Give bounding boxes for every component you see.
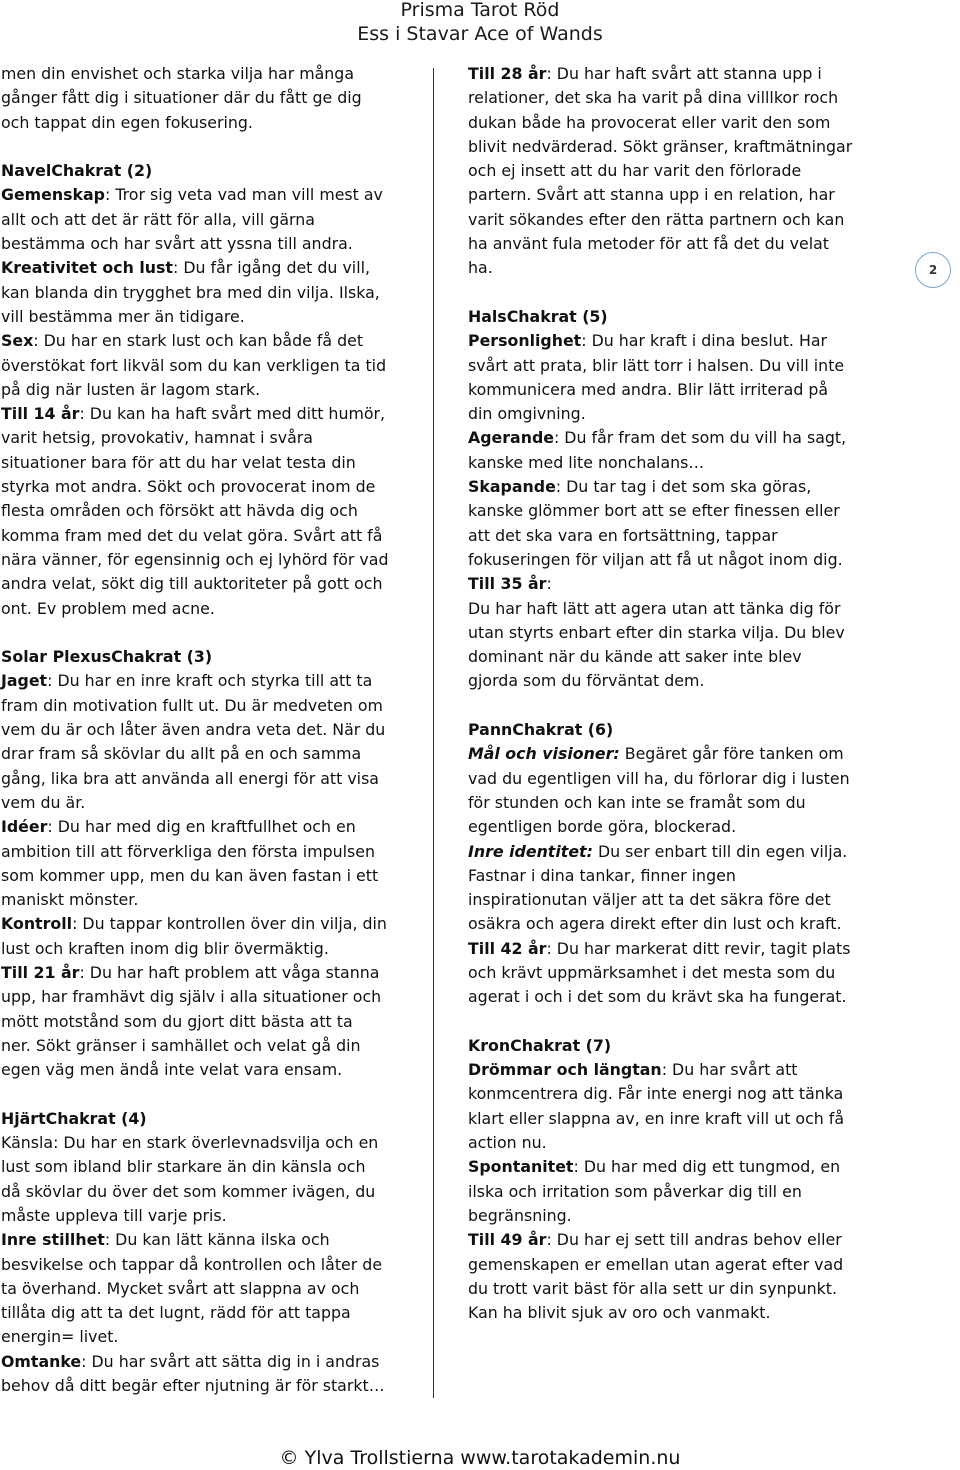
text-line: för stunden och kan inte se framåt som du <box>468 792 806 812</box>
text-line: måste uppleva till varje pris. <box>1 1205 227 1225</box>
right-column <box>468 62 888 1325</box>
text-line: du trott varit bäst för alla sett ur din synpunkt. <box>468 1278 837 1298</box>
section-heading-kron: KronChakrat (7) <box>468 1035 612 1055</box>
term-label: Till 42 år <box>468 938 547 958</box>
term-label: Agerande <box>468 428 554 448</box>
term-label: Kontroll <box>1 914 73 934</box>
text-line: kan blanda din trygghet bra med din vilja. Ilska, <box>1 282 380 302</box>
text-line: konmcentrera dig. Får inte energi nog att tänka <box>468 1084 844 1104</box>
text-line: ambition till att förverkliga den första impulsen <box>1 841 375 861</box>
text-line: din omgivning. <box>468 404 586 424</box>
text-line: : <box>546 574 552 594</box>
text-line: vem du är och låter även andra veta det. När du <box>1 720 386 740</box>
text-line: : Du har svårt att <box>661 1060 798 1080</box>
intro-line: gånger fått dig i situationer där du fått ge dig <box>1 88 362 108</box>
text-line: : Du får fram det som du vill ha sagt, <box>553 428 847 448</box>
term-label: Drömmar och längtan <box>468 1060 662 1080</box>
text-line: överstökat fort likväl som du kan verkligen ta tid <box>1 355 387 375</box>
page-number-badge: 2 <box>915 252 951 288</box>
text-line: : Du tar tag i det som ska göras, <box>555 477 812 497</box>
text-line: : Tror sig veta vad man vill mest av <box>104 185 383 205</box>
text-line: då skövlar du över det som kommer ivägen, du <box>1 1181 376 1201</box>
text-line: kanske glömmer bort att se efter finessen eller <box>468 501 840 521</box>
text-line: ta överhand. Mycket svårt att slappna av och <box>1 1278 360 1298</box>
text-line: gemenskapen er emellan utan agerat efter vad <box>468 1254 844 1274</box>
text-line: : Du har markerat ditt revir, tagit plats <box>546 938 851 958</box>
left-column <box>1 62 419 1398</box>
section-heading-pann: PannChakrat (6) <box>468 720 614 740</box>
text-line: dukan både ha provocerat eller varit den som <box>468 112 831 132</box>
text-line: dominant när du kände att saker inte blev <box>468 647 802 667</box>
text-line: maniskt mönster. <box>1 890 139 910</box>
text-line: inspirationutan väljer att ta det säkra före det <box>468 890 831 910</box>
text-line: klart eller slappna av, en inre kraft vill ut och få <box>468 1108 845 1128</box>
text-line: ha. <box>468 258 493 278</box>
text-line: tillåta dig att ta det lugnt, rädd för att tappa <box>1 1303 351 1323</box>
column-divider <box>433 68 434 1398</box>
term-label: Kreativitet och lust <box>1 258 173 278</box>
text-line: besvikelse och tappar då kontrollen och låter de <box>1 1254 383 1274</box>
text-line: behov då ditt begär efter njutning är för starkt… <box>1 1376 385 1396</box>
text-line: : Du har en stark lust och kan både få det <box>33 331 364 351</box>
text-line: : Du har svårt att sätta dig in i andras <box>81 1351 380 1371</box>
term-label: Till 14 år <box>1 404 80 424</box>
text-line: och krävt uppmärksamhet i det mesta som du <box>468 962 836 982</box>
text-line: action nu. <box>468 1133 547 1153</box>
text-line: situationer bara för att du har velat testa din <box>1 452 356 472</box>
term-label: Spontanitet <box>468 1157 574 1177</box>
text-line: relationer, det ska ha varit på dina villlkor roch <box>468 88 839 108</box>
term-label: Inre identitet: <box>468 841 593 861</box>
document-subtitle: Ess i Stavar Ace of Wands <box>357 23 603 45</box>
text-line: andra velat, sökt dig till auktoriteter på gott och <box>1 574 383 594</box>
text-line: Känsla: Du har en stark överlevnadsvilja och en <box>1 1133 379 1153</box>
text-line: gjorda som du förväntat dem. <box>468 671 705 691</box>
term-label: Till 49 år <box>468 1230 547 1250</box>
term-label: Till 21 år <box>1 962 80 982</box>
text-line: blivit nedvärderad. Sökt gränser, kraftmätningar <box>468 136 853 156</box>
text-line: fokuseringen för viljan att få ut något inom dig. <box>468 549 843 569</box>
text-line: Du ser enbart till din egen vilja. <box>592 841 848 861</box>
text-line: kanske med lite nonchalans… <box>468 452 705 472</box>
text-line: Begäret går före tanken om <box>619 744 844 764</box>
text-line: komma fram med det du velat göra. Svårt att få <box>1 525 383 545</box>
intro-line: och tappat din egen fokusering. <box>1 112 253 132</box>
text-line: energin= livet. <box>1 1327 119 1347</box>
text-line: utan styrts enbart efter din starka vilja. Du blev <box>468 622 845 642</box>
text-line: egentligen borde göra, blockerad. <box>468 817 737 837</box>
section-heading-solar: Solar PlexusChakrat (3) <box>1 647 213 667</box>
text-line: : Du har med dig en kraftfullhet och en <box>47 817 356 837</box>
term-label: Till 35 år <box>468 574 547 594</box>
text-line: fram din motivation fullt ut. Du är medveten om <box>1 695 383 715</box>
text-line: osäkra och agera direkt efter din lust och kraft. <box>468 914 842 934</box>
term-label: Mål och visioner: <box>468 744 620 764</box>
text-line: svårt att prata, blir lätt torr i halsen. Du vill inte <box>468 355 845 375</box>
text-line: partern. Svårt att stanna upp i en relation, har <box>468 185 835 205</box>
text-line: kommunicera med andra. Blir lätt irriterad på <box>468 379 829 399</box>
text-line: : Du kan lätt känna ilska och <box>104 1230 330 1250</box>
text-line: och ej insett att du har varit den förlorade <box>468 161 802 181</box>
text-line: bestämma och har svårt att yssna till andra. <box>1 234 353 254</box>
text-line: : Du har haft problem att våga stanna <box>79 962 380 982</box>
text-line: lust och kraften inom dig blir övermäktig. <box>1 938 329 958</box>
section-heading-heart: HjärtChakrat (4) <box>1 1108 147 1128</box>
text-line: ha använt fula metoder för att få det du velat <box>468 234 829 254</box>
text-line: egen väg men ändå inte velat vara ensam. <box>1 1060 343 1080</box>
document-title: Prisma Tarot Röd <box>400 0 560 21</box>
section-heading-navel: NavelChakrat (2) <box>1 161 153 181</box>
text-line: agerat i och i det som du krävt ska ha fungerat. <box>468 987 847 1007</box>
text-line: begränsning. <box>468 1205 572 1225</box>
text-line: styrka mot andra. Sökt och provocerat inom de <box>1 477 376 497</box>
text-line: vad du egentligen vill ha, du förlorar dig i lusten <box>468 768 850 788</box>
text-line: mött motstånd som du gjort ditt bästa att ta <box>1 1011 353 1031</box>
term-label: Idéer <box>1 817 48 837</box>
term-label: Sex <box>1 331 34 351</box>
text-line: på dig när lusten är lagom stark. <box>1 379 261 399</box>
text-line: drar fram så skövlar du allt på en och samma <box>1 744 362 764</box>
term-label: Skapande <box>468 477 556 497</box>
text-line: : Du har haft svårt att stanna upp i <box>546 64 822 83</box>
text-line: vill bestämma mer än tidigare. <box>1 306 245 326</box>
text-line: varit sökandes efter den rätta partnern och kan <box>468 209 845 229</box>
text-line: som kommer upp, men du kan även fastan i ett <box>1 865 379 885</box>
text-line: : Du kan ha haft svårt med ditt humör, <box>79 404 386 424</box>
intro-line: men din envishet och starka vilja har många <box>1 64 355 83</box>
text-line: : Du får igång det du vill, <box>172 258 370 278</box>
text-line: flesta områden och försökt att hävda dig och <box>1 501 358 521</box>
term-label: Personlighet <box>468 331 582 351</box>
footer-copyright: © Ylva Trollstierna www.tarotakademin.nu <box>279 1447 681 1469</box>
text-line: : Du har med dig ett tungmod, en <box>573 1157 841 1177</box>
term-label: Inre stillhet <box>1 1230 105 1250</box>
text-line: att det ska vara en fortsättning, tappar <box>468 525 778 545</box>
text-line: ont. Ev problem med acne. <box>1 598 215 618</box>
text-line: Kan ha blivit sjuk av oro och vanmakt. <box>468 1303 771 1323</box>
text-line: nära vänner, för egensinnig och ej lyhörd för vad <box>1 549 389 569</box>
text-line: : Du har kraft i dina beslut. Har <box>581 331 828 351</box>
text-line: Fastnar i dina tankar, finner ingen <box>468 865 736 885</box>
text-line: : Du tappar kontrollen över din vilja, din <box>72 914 387 934</box>
text-line: ilska och irritation som påverkar dig till en <box>468 1181 802 1201</box>
text-line: Du har haft lätt att agera utan att tänka dig för <box>468 598 841 618</box>
text-line: : Du har ej sett till andras behov eller <box>546 1230 842 1250</box>
text-line: vem du är. <box>1 792 86 812</box>
term-label: Omtanke <box>1 1351 82 1371</box>
text-line: lust som ibland blir starkare än din känsla och <box>1 1157 366 1177</box>
text-line: upp, har framhävt dig själv i alla situationer och <box>1 987 382 1007</box>
term-label: Gemenskap <box>1 185 105 205</box>
text-line: allt och att det är rätt för alla, vill gärna <box>1 209 315 229</box>
term-label: Jaget <box>1 671 48 691</box>
term-label: Till 28 år <box>468 64 547 83</box>
text-line: gång, lika bra att använda all energi för att visa <box>1 768 379 788</box>
text-line: : Du har en inre kraft och styrka till att ta <box>47 671 373 691</box>
section-heading-hals: HalsChakrat (5) <box>468 306 608 326</box>
text-line: varit hetsig, provokativ, hamnat i svåra <box>1 428 313 448</box>
text-line: ner. Sökt gränser i samhället och velat gå din <box>1 1035 361 1055</box>
